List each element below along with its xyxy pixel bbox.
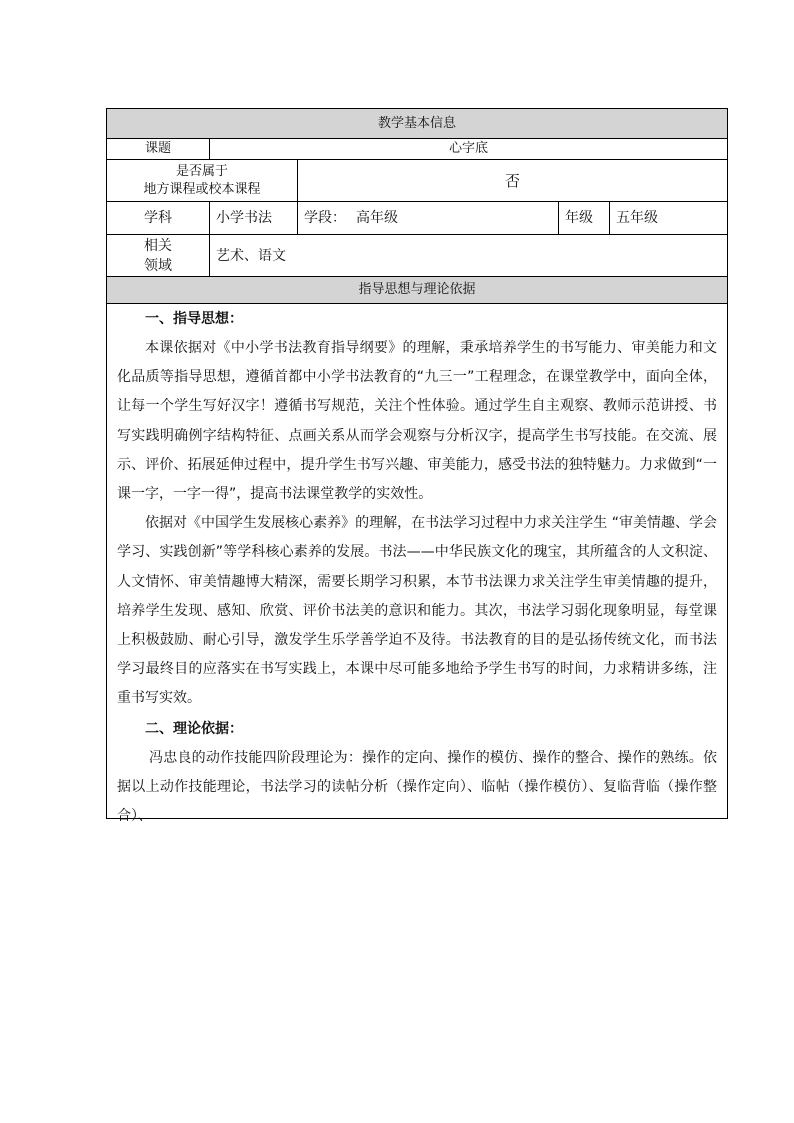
guide-header-row bbox=[107, 277, 727, 304]
paragraph-theory-1: 冯忠良的动作技能四阶段理论为：操作的定向、操作的模仿、操作的整合、操作的熟练。依据以上动作技能理论，书法学习的读帖分析（操作定向）、临帖（操作模仿）、复临背临（操作整合）、 bbox=[117, 749, 717, 825]
local-course-label bbox=[107, 160, 298, 201]
stage-label: 学段： bbox=[304, 210, 346, 226]
topic-label: 课题 bbox=[107, 139, 210, 159]
basic-info-header: 教学基本信息 bbox=[377, 115, 456, 131]
subject-label: 学科 bbox=[107, 202, 210, 234]
topic-row bbox=[107, 139, 727, 160]
related-field-row bbox=[107, 235, 727, 277]
stage-value: 高年级 bbox=[356, 210, 398, 226]
grade-label: 年级 bbox=[559, 202, 610, 234]
subject-row bbox=[107, 202, 727, 235]
local-course-label-line1: 是否属于 bbox=[175, 163, 228, 179]
grade-value: 五年级 bbox=[616, 210, 658, 226]
lesson-info-table bbox=[106, 108, 728, 825]
heading-guiding-ideas: 一、指导思想： bbox=[145, 311, 243, 327]
paragraph-guiding-2: 依据对《中国学生发展核心素养》的理解，在书法学习过程中力求关注学生 “审美情趣、学会学习、实践创新”等学科核心素养的发展。书法——中华民族文化的瑰宝，其所蕴含的人文积淀、人文情怀、审美情趣博大精深，需要长期学习积累，本节书法课力求关注学生审美情趣的提升，培养学生发现、感知、欣赏、评价书法美的意识和能力。其次，书法学习弱化现象明显，每堂课上积极鼓励、耐心引导，激发学生乐学善学迫不及待。书法教育的目的是弘扬传统文化，而书法学习最终目的应落实在书写实践上，本课中尽可能多地给予学生书写的时间，力求精讲多练，注重书写实效。 bbox=[117, 515, 717, 707]
related-field-label-line2: 领域 bbox=[144, 257, 172, 274]
basic-info-header-row bbox=[107, 109, 727, 139]
local-course-row bbox=[107, 160, 727, 202]
heading-theory-basis: 二、理论依据： bbox=[145, 720, 243, 737]
topic-value: 心字底 bbox=[448, 141, 488, 156]
guide-header: 指导思想与理论依据 bbox=[358, 282, 476, 297]
paragraph-guiding-1: 本课依据对《中小学书法教育指导纲要》的理解，秉承培养学生的书写能力、审美能力和文化品质等指导思想，遵循首都中小学书法教育的“九三一”工程理念，在课堂教学中，面向全体，让每一个学生写好汉字！遵循书写规范，关注个性体验。通过学生自主观察、教师示范讲授、书写实践明确例字结构特征、点画关系从而学会观察与分析汉字，提高学生书写技能。在交流、展示、评价、拓展延伸过程中，提升学生书写兴趣、审美能力，感受书法的独特魅力。力求做到“一课一字，一字一得”，提高书法课堂教学的实效性。 bbox=[117, 340, 717, 503]
stage-cell bbox=[298, 202, 559, 234]
guide-content bbox=[107, 304, 727, 825]
local-course-label-line2: 地方课程或校本课程 bbox=[143, 181, 261, 197]
subject-value: 小学书法 bbox=[210, 202, 298, 234]
related-field-value: 艺术、语文 bbox=[216, 247, 286, 264]
related-field-label-line1: 相关 bbox=[144, 237, 172, 254]
local-course-value: 否 bbox=[504, 171, 520, 190]
related-field-label bbox=[107, 235, 210, 276]
